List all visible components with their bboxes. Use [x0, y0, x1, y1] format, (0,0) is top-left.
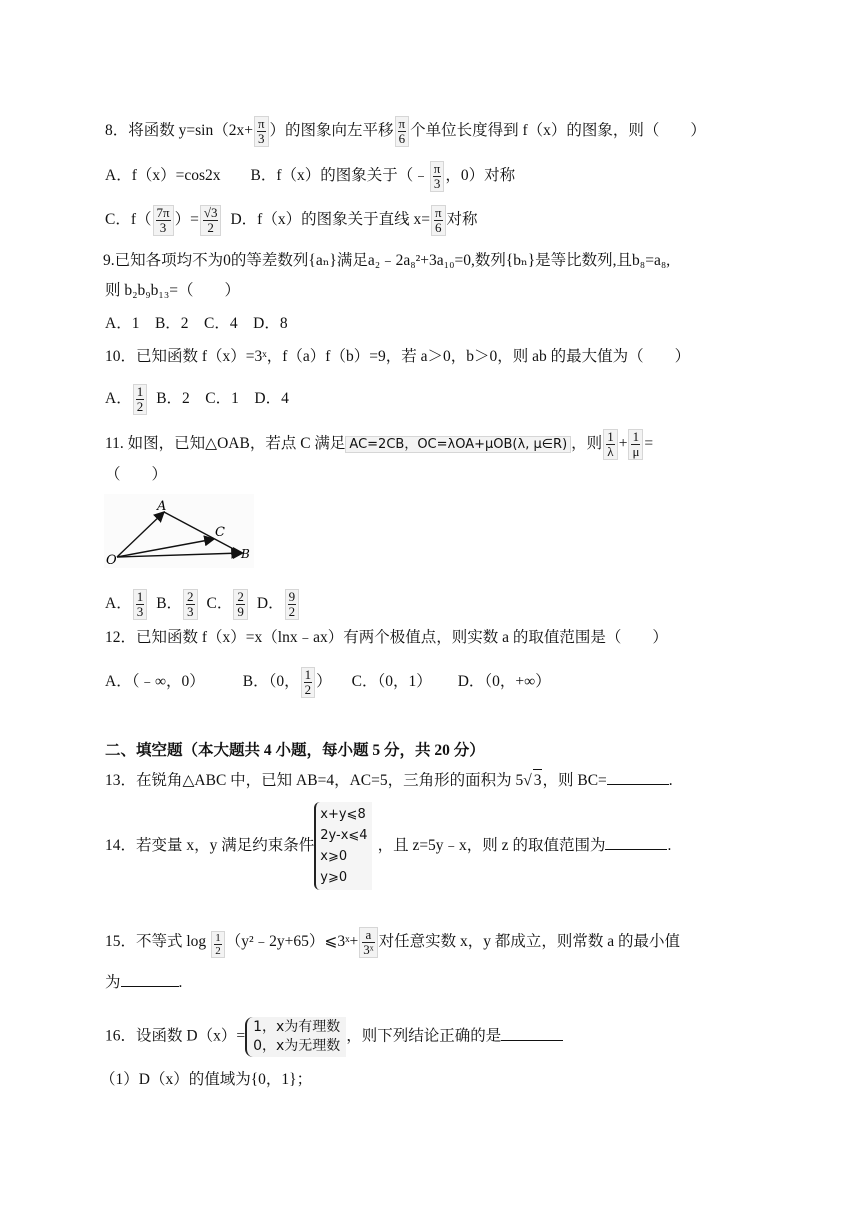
q9-stem-2: 则 b₂b₉b₁₃=（ ） — [105, 282, 240, 299]
fraction: $\frac{a}{\text{3ˣ}}$ — [359, 927, 377, 958]
label-a: A — [157, 499, 167, 514]
fraction: $\frac{2}{9}$ — [233, 589, 248, 620]
q10-stem: 10．已知函数 f（x）=3ˣ，f（a）f（b）=9，若 a＞0，b＞0，则 ab 的最大值为（ ） — [105, 348, 691, 365]
q13-stem: 13．在锐角△ABC 中，已知 AB=4，AC=5，三角形的面积为 5√ 3，则 BC= . — [105, 769, 673, 792]
constraint-system: x+y⩽8 2y-x⩽4 x⩾0 y⩾0 — [314, 802, 371, 890]
label-c: C — [215, 525, 225, 540]
q9-options: A．1 B．2 C．4 D．8 — [105, 315, 288, 332]
fraction: $\frac{1}{2}$ — [133, 384, 148, 415]
q10-options: A． $\frac{1}{2}$ B．2 C．1 D．4 — [105, 384, 289, 414]
q15-stem: 15．不等式 log $\frac{1}{2}$ （y²﹣2y+65）⩽3ˣ+ $\frac{a}{\text{3ˣ}}$ 对任意实数 x，y 都成立，则常数 a 的最小值 — [105, 927, 680, 958]
fraction: $\frac{\pi}{6}$ — [431, 205, 446, 236]
fraction: $\frac{2}{3}$ — [183, 589, 198, 620]
answer-blank[interactable] — [501, 1026, 563, 1041]
fraction: $\frac{√3}{2}$ — [200, 205, 222, 236]
fraction: $\frac{\pi}{3}$ — [430, 161, 445, 192]
triangle-figure — [104, 494, 254, 568]
q8-options-cd: C．f（ $\frac{7\pi}{3}$ ）= $\frac{√3}{2}$ D．f（x）的图象关于直线 x= $\frac{\pi}{6}$ 对称 — [105, 205, 478, 235]
fraction: $\frac{1}{\mu}$ — [628, 429, 643, 460]
answer-blank[interactable] — [607, 770, 669, 785]
fraction: $\frac{1}{2}$ — [301, 667, 316, 698]
q11-stem: 11. 如图，已知△OAB，若点 C 满足 AC=2CB，OC=λOA+μOB(λ, μ∈R) ，则 $\frac{1}{\lambda}$ + $\frac{1}{\mu}$ = — [105, 429, 654, 459]
q16-item-1: （1）D（x）的值域为{0，1}； — [100, 1071, 313, 1088]
fraction: $\frac{\pi}{6}$ — [395, 116, 410, 147]
answer-blank[interactable] — [121, 972, 179, 987]
q11-paren: （ ） — [105, 466, 168, 483]
label-b: B — [241, 547, 250, 561]
answer-blank[interactable] — [605, 835, 667, 850]
piecewise-definition: 1，x为有理数 0，x为无理数 — [245, 1017, 346, 1057]
q15-stem-2: 为 . — [105, 974, 183, 991]
fraction: $\frac{1}{2}$ — [211, 931, 225, 958]
triangle-diagram — [104, 494, 254, 568]
q12-options: A．（﹣∞，0） B．（0， $\frac{1}{2}$ ） C．（0，1） D．（0，+∞） — [105, 667, 551, 697]
q11-options: A． $\frac{1}{3}$ B． $\frac{2}{3}$ C． $\frac{2}{9}$ D． $\frac{9}{2}$ — [105, 589, 300, 620]
q9-stem: 9.已知各项均不为0的等差数列{aₙ}满足a₂﹣2a₈²+3a₁₀=0,数列{bₙ}是等比数列,且b₈=a₈, — [103, 252, 671, 269]
fraction: $\frac{\pi}{3}$ — [254, 116, 269, 147]
fraction: $\frac{1}{3}$ — [133, 589, 148, 620]
sqrt-symbol: √ — [523, 772, 532, 789]
q8-stem: 8．将函数 y=sin（2x+ $\frac{\pi}{3}$ ）的图象向左平移 $\frac{\pi}{6}$ 个单位长度得到 f（x）的图象，则（ ） — [105, 116, 706, 146]
q8-options-ab: A．f（x）=cos2x B．f（x）的图象关于（﹣ $\frac{\pi}{3}$ ，0）对称 — [105, 161, 516, 191]
section-title: 二、填空题（本大题共 4 小题，每小题 5 分，共 20 分） — [105, 742, 485, 759]
fraction: $\frac{9}{2}$ — [285, 589, 300, 620]
q14-stem: 14．若变量 x，y 满足约束条件 x+y⩽8 2y-x⩽4 x⩾0 y⩾0 ，且 z=5y﹣x，则 z 的取值范围为 . — [105, 800, 671, 892]
q12-stem: 12．已知函数 f（x）=x（lnx﹣ax）有两个极值点，则实数 a 的取值范围是（ ） — [105, 629, 668, 646]
q16-stem: 16．设函数 D（x）= 1，x为有理数 0，x为无理数 ，则下列结论正确的是 — [105, 1017, 563, 1057]
vector-condition: AC=2CB，OC=λOA+μOB(λ, μ∈R) — [345, 436, 571, 453]
fraction: $\frac{1}{\lambda}$ — [603, 429, 618, 460]
label-o: O — [106, 553, 117, 568]
fraction: $\frac{7\pi}{3}$ — [153, 205, 174, 236]
